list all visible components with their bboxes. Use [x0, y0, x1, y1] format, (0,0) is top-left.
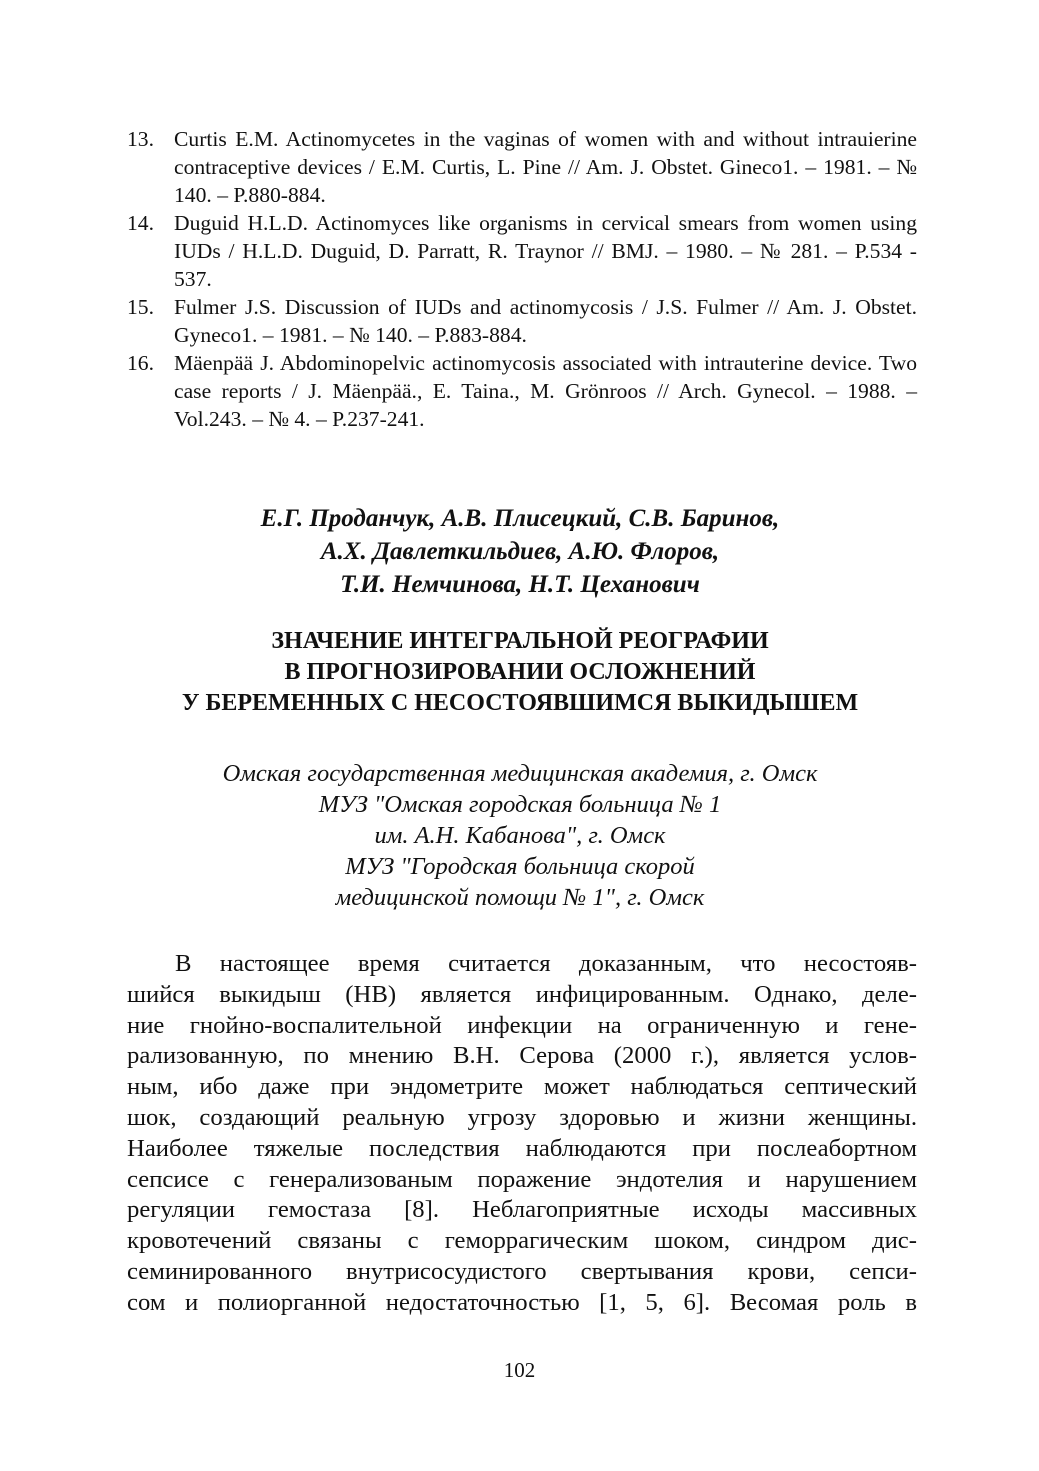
body-line: Наиболее тяжелые последствия наблюдаются при послеабортном [127, 1134, 917, 1162]
authors-line: Е.Г. Проданчук, А.В. Плисецкий, С.В. Баринов, [260, 505, 780, 532]
authors-line: Т.И. Немчинова, Н.Т. Цеханович [340, 571, 700, 598]
reference-number: 14. [127, 211, 154, 235]
body-paragraph [127, 949, 917, 1319]
body-line: рализованную, по мнению В.Н. Серова (2000 г.), является услов- [127, 1042, 917, 1070]
body-line: ние гнойно-воспалительной инфекции на ограниченную и гене- [127, 1011, 917, 1039]
body-line: шийся выкидыш (НВ) является инфицированным. Однако, деле- [127, 980, 917, 1008]
reference-number: 15. [127, 295, 154, 319]
reference-item [127, 209, 917, 293]
page-number: 102 [503, 1358, 536, 1382]
affiliation-line: МУЗ "Городская больница скорой [345, 853, 695, 880]
affiliation-line: медицинской помощи № 1", г. Омск [335, 884, 705, 911]
body-line: шок, создающий реальную угрозу здоровью и жизни женщины. [127, 1103, 917, 1131]
body-line: кровотечений связаны с геморрагическим шоком, синдром дис- [127, 1227, 917, 1255]
body-line: сом и полиорганной недостаточностью [1, 5, 6]. Весомая роль в [127, 1288, 917, 1316]
reference-number: 13. [127, 127, 154, 151]
affiliation-line: Омская государственная медицинская академия, г. Омск [222, 760, 818, 787]
affiliation-line: им. А.Н. Кабанова", г. Омск [374, 822, 666, 849]
reference-text: Fulmer J.S. Discussion of IUDs and actinomycosis / J.S. Fulmer // Am. J. Obstet. Gyneco1. – 1981. – № 140. – P.883-884. [174, 295, 917, 347]
authors-line: А.Х. Давлеткильдиев, А.Ю. Флоров, [320, 538, 720, 565]
reference-text: Mäenpää J. Abdominopelvic actinomycosis associated with intrauterine device. Two case reports / J. Mäenpää., E. Taina., M. Grönroos // Arch. Gynecol. – 1988. – Vol.243. – № 4. – P.237-241. [174, 351, 917, 431]
article-title [100, 626, 940, 719]
reference-item [127, 293, 917, 349]
reference-item [127, 125, 917, 209]
body-line: сепсисе с генерализованым поражение эндотелия и нарушением [127, 1165, 917, 1193]
body-line: регуляции гемостаза [8]. Неблагоприятные исходы массивных [127, 1196, 917, 1224]
title-line: ЗНАЧЕНИЕ ИНТЕГРАЛЬНОЙ РЕОГРАФИИ [271, 628, 769, 654]
reference-list [127, 125, 917, 433]
reference-text: Duguid H.L.D. Actinomyces like organisms in cervical smears from women using IUDs / H.L.D. Duguid, D. Parratt, R. Traynor // BMJ. – 1980. – № 281. – P.534 - 537. [174, 211, 917, 291]
article-affiliations [100, 758, 940, 913]
reference-number: 16. [127, 351, 154, 375]
reference-text: Curtis E.M. Actinomycetes in the vaginas of women with and without intrauierine contraceptive devices / E.M. Curtis, L. Pine // Am. J. Obstet. Gineco1. – 1981. – № 140. – P.880-884. [174, 127, 917, 207]
body-line: В настоящее время считается доказанным, что несостояв- [175, 950, 917, 977]
body-line: ным, ибо даже при эндометрите может наблюдаться септический [127, 1073, 917, 1101]
reference-item [127, 349, 917, 433]
affiliation-line: МУЗ "Омская городская больница № 1 [318, 791, 722, 818]
body-line: семинированного внутрисосудистого свертывания крови, сепси- [127, 1257, 917, 1285]
title-line: В ПРОГНОЗИРОВАНИИ ОСЛОЖНЕНИЙ [284, 659, 756, 685]
article-authors [100, 502, 940, 601]
title-line: У БЕРЕМЕННЫХ С НЕСОСТОЯВШИМСЯ ВЫКИДЫШЕМ [181, 690, 859, 716]
